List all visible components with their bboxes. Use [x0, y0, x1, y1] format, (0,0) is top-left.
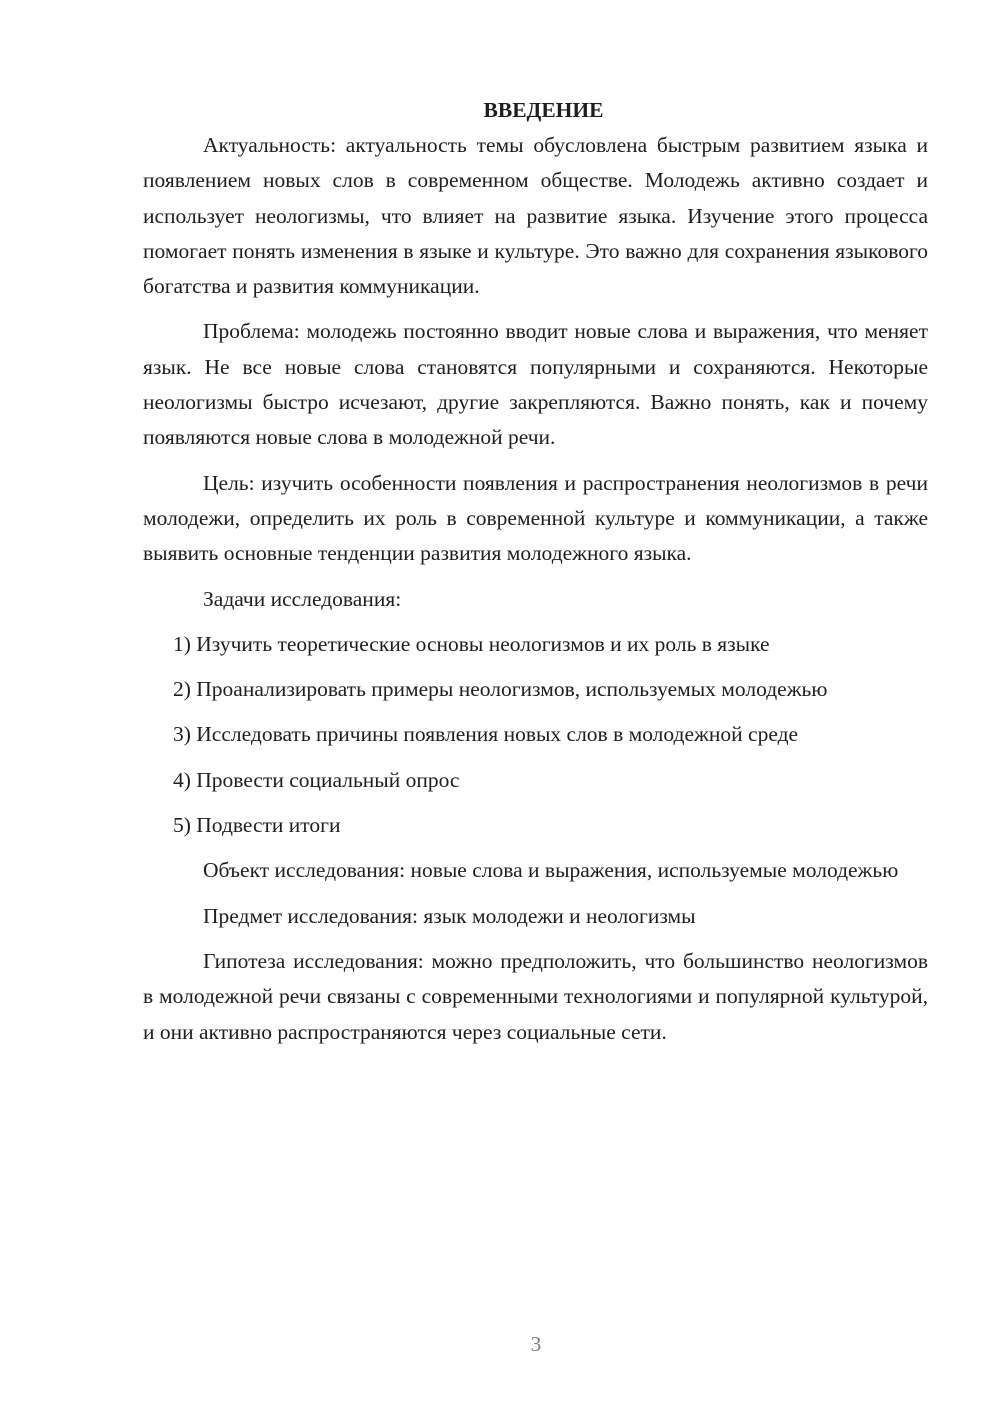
task-item-5: 5) Подвести итоги	[173, 813, 341, 838]
paragraph-subject: Предмет исследования: язык молодежи и неологизмы	[203, 903, 696, 928]
paragraph-problem: Проблема: молодежь постоянно вводит новые слова и выражения, что меняет язык. Не все новые слова становятся популярными и сохраняются. Некоторые неологизмы быстро исчезают, другие закрепляются. Важно понять, как и почему появляются новые слова в молодежной речи.	[143, 319, 928, 450]
task-item-2: 2) Проанализировать примеры неологизмов, используемых молодежью	[173, 677, 828, 702]
paragraph-object: Объект исследования: новые слова и выражения, используемые молодежью	[203, 858, 899, 883]
paragraph-hypothesis: Гипотеза исследования: можно предположить, что большинство неологизмов в молодежной речи связаны с современными технологиями и популярной культурой, и они активно распространяются через социальные сети.	[143, 948, 928, 1044]
tasks-heading: Задачи исследования:	[203, 586, 402, 611]
section-title: ВВЕДЕНИЕ	[483, 98, 604, 122]
page-body	[143, 93, 928, 1050]
task-item-1: 1) Изучить теоретические основы неологизмов и их роль в языке	[173, 631, 770, 656]
paragraph-goal: Цель: изучить особенности появления и распространения неологизмов в речи молодежи, определить их роль в современной культуре и коммуникации, а также выявить основные тенденции развития молодежного языка.	[143, 470, 928, 566]
page-number: 3	[530, 1332, 542, 1356]
paragraph-relevance: Актуальность: актуальность темы обусловлена быстрым развитием языка и появлением новых слов в современном обществе. Молодежь активно создает и использует неологизмы, что влияет на развитие языка. Изучение этого процесса помогает понять изменения в языке и культуре. Это важно для сохранения языкового богатства и развития коммуникации.	[143, 133, 928, 299]
task-item-4: 4) Провести социальный опрос	[173, 767, 460, 792]
task-item-3: 3) Исследовать причины появления новых слов в молодежной среде	[173, 722, 799, 747]
